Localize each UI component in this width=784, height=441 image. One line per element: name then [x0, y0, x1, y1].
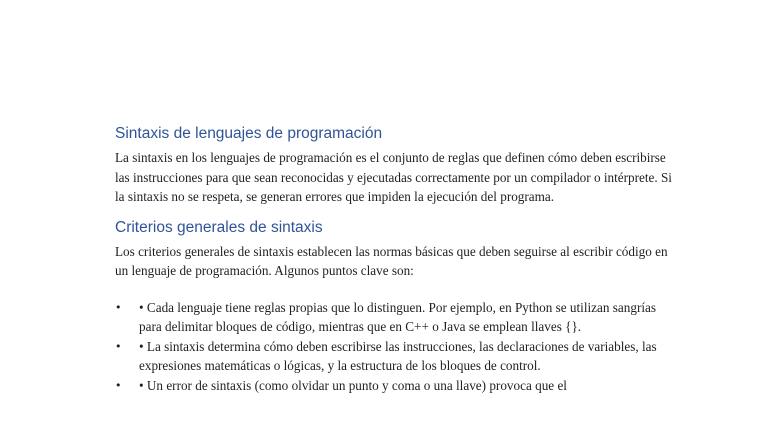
criterios-list — [115, 298, 675, 396]
criterios-paragraph: Los criterios generales de sintaxis establecen las normas básicas que deben seguirse al escribir código en un lenguaje de programación. Algunos puntos clave son: — [115, 243, 668, 278]
intro-paragraph: La sintaxis en los lenguajes de programación es el conjunto de reglas que definen cómo deben escribirse las instrucciones para que sean reconocidas y ejecutadas correctamente por un compilador o intérprete. Si la sintaxis no se respeta, se generan errores que impiden la ejecución del programa. — [115, 150, 672, 204]
bullet-icon: • — [115, 378, 122, 392]
bullet-icon: • — [115, 300, 122, 314]
document-body — [115, 124, 675, 395]
bullet-icon: • — [115, 339, 122, 353]
list-item-text: • Cada lenguaje tiene reglas propias que lo distinguen. Por ejemplo, en Python se utilizan sangrías para delimitar bloques de código, mientras que en C++ o Java se emplean llaves {}. — [139, 299, 656, 334]
list-item — [115, 376, 675, 396]
list-item — [115, 298, 675, 337]
list-item — [115, 337, 675, 376]
list-item-text: • Un error de sintaxis (como olvidar un punto y coma o una llave) provoca que el — [139, 377, 567, 393]
list-item-text: • La sintaxis determina cómo deben escribirse las instrucciones, las declaraciones de variables, las expresiones matemáticas o lógicas, y la estructura de los bloques de control. — [139, 338, 657, 373]
section-title-criterios: Criterios generales de sintaxis — [115, 218, 323, 236]
section-title-sintaxis: Sintaxis de lenguajes de programación — [115, 125, 383, 142]
